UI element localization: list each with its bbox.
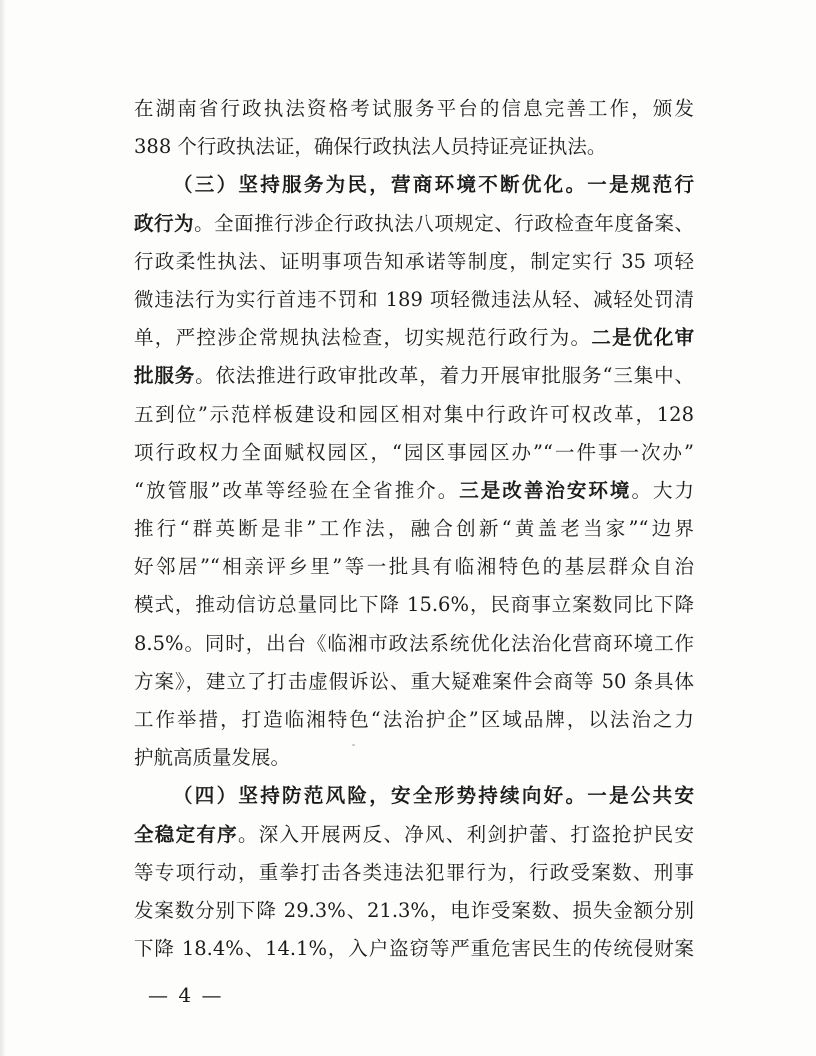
text-line: 好邻居”“相亲评乡里”等一批具有临湘特色的基层群众自治 (134, 555, 694, 579)
text-line (134, 472, 694, 510)
text-line: 在湖南省行政执法资格考试服务平台的信息完善工作，颁发 (134, 97, 694, 120)
text-run: 。深入开展两反、净风、利剑护蕾、打盗抢护民安 (237, 822, 694, 846)
text-line: 微违法行为实行首违不罚和 189 项轻微违法从轻、减轻处罚清 (134, 287, 694, 311)
text-run: 。大力 (631, 478, 694, 502)
text-run: 。依法推进行政审批改革，着力开展审批服务“三集中、 (195, 364, 694, 388)
bold-phrase: 一是规范行 (587, 173, 694, 197)
bold-phrase: 批服务 (134, 364, 196, 388)
text-line: 推行“群英断是非”工作法，融合创新“黄盖老当家”“边界 (134, 517, 694, 541)
section-four-first-line (134, 777, 694, 815)
bold-phrase: 一是公共安 (587, 784, 694, 808)
text-line (134, 357, 694, 395)
text-line: 8.5%。同时，出台《临湘市政法系统优化法治化营商环境工作 (134, 631, 694, 655)
scan-edge-shadow (0, 0, 6, 1056)
bold-phrase: 三是改善治安环境 (459, 478, 632, 502)
text-line: 五到位”示范样板建设和园区相对集中行政许可权改革，128 (134, 402, 694, 426)
section-three-heading: （三）坚持服务为民，营商环境不断优化。 (173, 173, 588, 197)
text-line: 等专项行动，重拳打击各类违法犯罪行为，行政受案数、刑事 (134, 860, 694, 884)
page-number: — 4 — (148, 983, 224, 1007)
text-line: 发案数分别下降 29.3%、21.3%，电诈受案数、损失金额分别 (134, 898, 694, 922)
text-line: 方案》，建立了打击虚假诉讼、重大疑难案件会商等 50 条具体 (134, 669, 694, 693)
document-body (134, 90, 694, 968)
bold-phrase: 二是优化审 (591, 326, 694, 350)
text-line: 388 个行政执法证，确保行政执法人员持证亮证执法。 (134, 135, 607, 159)
text-run: “放管服”改革等经验在全省推介。 (134, 478, 460, 502)
text-line: 行政柔性执法、证明事项告知承诺等制度，制定实行 35 项轻 (134, 249, 694, 273)
text-line: 下降 18.4%、14.1%，入户盗窃等严重危害民生的传统侵财案 (134, 937, 694, 961)
bold-phrase: 政行为 (134, 211, 195, 235)
text-line (134, 205, 694, 243)
text-run: 单，严控涉企常规执法检查，切实规范行政行为。 (134, 326, 592, 350)
section-four-heading: （四）坚持防范风险，安全形势持续向好。 (173, 784, 588, 808)
text-line: 工作举措，打造临湘特色“法治护企”区域品牌，以法治之力 (134, 708, 694, 731)
section-three-first-line (134, 166, 694, 204)
text-line (134, 319, 694, 357)
scan-speck (352, 744, 355, 746)
text-line (134, 816, 694, 854)
text-line: 护航高质量发展。 (134, 746, 291, 770)
text-line: 模式，推动信访总量同比下降 15.6%，民商事立案数同比下降 (134, 593, 694, 617)
bold-phrase: 全稳定有序 (134, 822, 238, 846)
text-line: 项行政权力全面赋权园区，“园区事园区办”“一件事一次办” (134, 440, 694, 464)
text-run: 。全面推行涉企行政执法八项规定、行政检查年度备案、 (194, 211, 694, 235)
